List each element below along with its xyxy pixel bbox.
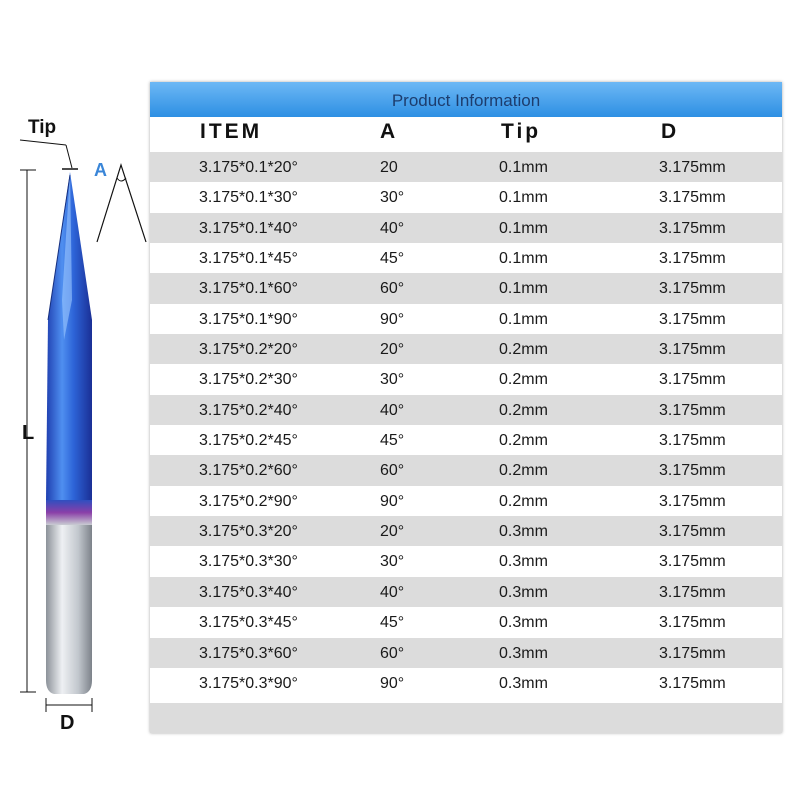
cell-item: 3.175*0.1*40° [199,219,298,237]
column-header-d: D [661,120,680,143]
table-row [150,273,782,303]
table-row [150,395,782,425]
angle-label: A [94,160,107,180]
cell-angle: 20° [380,523,405,541]
cell-item: 3.175*0.2*45° [199,432,298,450]
cell-angle: 45° [380,432,405,450]
column-header-a: A [380,120,399,143]
table-row [150,304,782,334]
cell-angle: 90° [380,310,405,328]
table-row [150,455,782,485]
cell-item: 3.175*0.3*30° [199,553,298,571]
cell-tip: 0.3mm [499,614,548,632]
cell-tip: 0.2mm [499,341,548,359]
cell-item: 3.175*0.3*20° [199,523,298,541]
cell-diameter: 3.175mm [659,583,726,601]
cell-tip: 0.1mm [499,219,548,237]
cell-tip: 0.1mm [499,310,548,328]
cell-angle: 45° [380,250,405,268]
cell-angle: 90° [380,492,405,510]
table-row [150,334,782,364]
cell-angle: 30° [380,371,405,389]
cell-tip: 0.2mm [499,371,548,389]
table-row [150,546,782,576]
table-row [150,182,782,212]
cell-tip: 0.2mm [499,432,548,450]
cell-angle: 60° [380,644,405,662]
cell-item: 3.175*0.1*90° [199,310,298,328]
tool-diagram [0,0,150,800]
cell-item: 3.175*0.3*60° [199,644,298,662]
cell-diameter: 3.175mm [659,492,726,510]
cell-item: 3.175*0.1*30° [199,189,298,207]
cell-angle: 40° [380,401,405,419]
cell-diameter: 3.175mm [659,644,726,662]
cell-tip: 0.2mm [499,462,548,480]
cell-tip: 0.1mm [499,189,548,207]
cell-item: 3.175*0.1*45° [199,250,298,268]
cell-item: 3.175*0.3*90° [199,674,298,692]
cell-angle: 20° [380,341,405,359]
cell-item: 3.175*0.2*90° [199,492,298,510]
cell-tip: 0.3mm [499,583,548,601]
cell-diameter: 3.175mm [659,310,726,328]
table-row [150,213,782,243]
cell-item: 3.175*0.2*40° [199,401,298,419]
table-row [150,516,782,546]
cell-angle: 90° [380,674,405,692]
cell-diameter: 3.175mm [659,219,726,237]
cell-angle: 30° [380,553,405,571]
cell-item: 3.175*0.1*20° [199,159,298,176]
cell-item: 3.175*0.2*20° [199,341,298,359]
table-body [150,152,782,698]
cell-tip: 0.3mm [499,674,548,692]
cell-tip: 0.3mm [499,644,548,662]
table-row [150,577,782,607]
diameter-label: D [60,712,75,734]
table-row [150,607,782,637]
engraving-bit-illustration [0,0,150,800]
cell-item: 3.175*0.2*30° [199,371,298,389]
table-row [150,364,782,394]
cell-diameter: 3.175mm [659,189,726,207]
cell-angle: 40° [380,219,405,237]
cell-diameter: 3.175mm [659,250,726,268]
cell-tip: 0.2mm [499,492,548,510]
cell-item: 3.175*0.2*60° [199,462,298,480]
column-header-tip: Tip [501,120,542,143]
cell-angle: 60° [380,280,405,298]
cell-item: 3.175*0.1*60° [199,280,298,298]
table-row [150,243,782,273]
cell-angle: 40° [380,583,405,601]
cell-diameter: 3.175mm [659,401,726,419]
cell-item: 3.175*0.3*45° [199,614,298,632]
table-row [150,668,782,698]
table-row [150,486,782,516]
cell-angle: 45° [380,614,405,632]
tip-label: Tip [28,117,57,138]
length-label: L [22,422,35,444]
cell-tip: 0.1mm [499,250,548,268]
column-header-item: ITEM [200,120,263,143]
table-row [150,638,782,668]
table-row [150,425,782,455]
cell-diameter: 3.175mm [659,432,726,450]
cell-item: 3.175*0.3*40° [199,583,298,601]
cell-tip: 0.3mm [499,553,548,571]
cell-tip: 0.2mm [499,401,548,419]
cell-diameter: 3.175mm [659,159,726,176]
cell-diameter: 3.175mm [659,674,726,692]
cell-diameter: 3.175mm [659,462,726,480]
table-footer-band [150,703,782,733]
cell-tip: 0.1mm [499,280,548,298]
cell-diameter: 3.175mm [659,614,726,632]
panel-title: Product Information [150,82,782,117]
cell-diameter: 3.175mm [659,523,726,541]
cell-angle: 60° [380,462,405,480]
table-row [150,152,782,182]
cell-diameter: 3.175mm [659,371,726,389]
cell-diameter: 3.175mm [659,553,726,571]
cell-angle: 20 [380,159,398,176]
cell-diameter: 3.175mm [659,280,726,298]
cell-tip: 0.1mm [499,159,548,176]
cell-angle: 30° [380,189,405,207]
cell-tip: 0.3mm [499,523,548,541]
cell-diameter: 3.175mm [659,341,726,359]
